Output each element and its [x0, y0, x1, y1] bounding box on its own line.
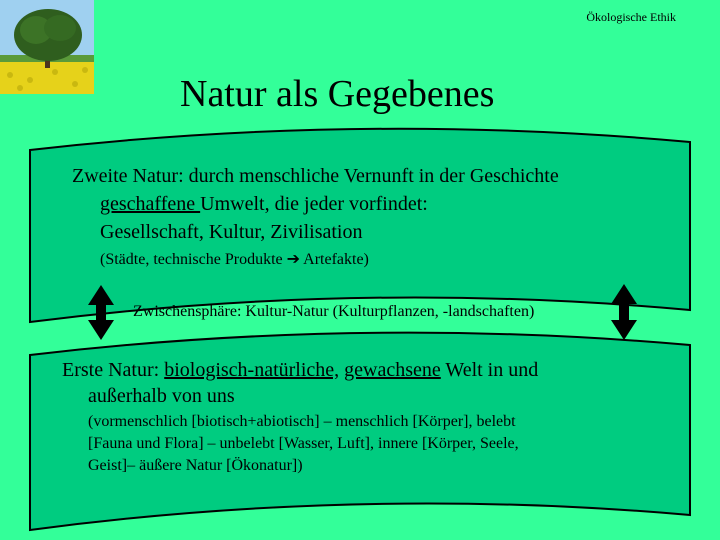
second-nature-term: Zweite Natur	[72, 165, 179, 187]
first-nature-term: Erste Natur	[62, 359, 154, 381]
second-nature-line1: Zweite Natur: durch menschliche Vernunft in der Geschichte	[72, 165, 559, 187]
first-nature-detail3: Geist]– äußere Natur [Ökonatur])	[88, 457, 303, 474]
header-label: Ökologische Ethik	[586, 10, 676, 24]
second-nature-line3: Gesellschaft, Kultur, Zivilisation	[100, 221, 363, 243]
first-nature-detail1: (vormenschlich [biotisch+abiotisch] – menschlich [Körper], belebt	[88, 413, 516, 430]
first-nature-detail2: [Fauna und Flora] – unbelebt [Wasser, Luft], innere [Körper, Seele,	[88, 435, 519, 452]
intermediate-sphere-text: Zwischensphäre: Kultur-Natur (Kulturpflanzen, -landschaften)	[133, 303, 535, 320]
second-nature-line2: geschaffene Umwelt, die jeder vorfindet:	[100, 193, 428, 215]
slide-title: Natur als Gegebenes	[180, 73, 495, 115]
arrow-right-icon: ➔	[286, 251, 301, 268]
first-nature-line2: außerhalb von uns	[88, 385, 235, 407]
second-nature-note: (Städte, technische Produkte ➔ Artefakte)	[100, 251, 369, 268]
first-nature-line1: Erste Natur: biologisch-natürliche, gewachsene Welt in und	[62, 359, 539, 381]
